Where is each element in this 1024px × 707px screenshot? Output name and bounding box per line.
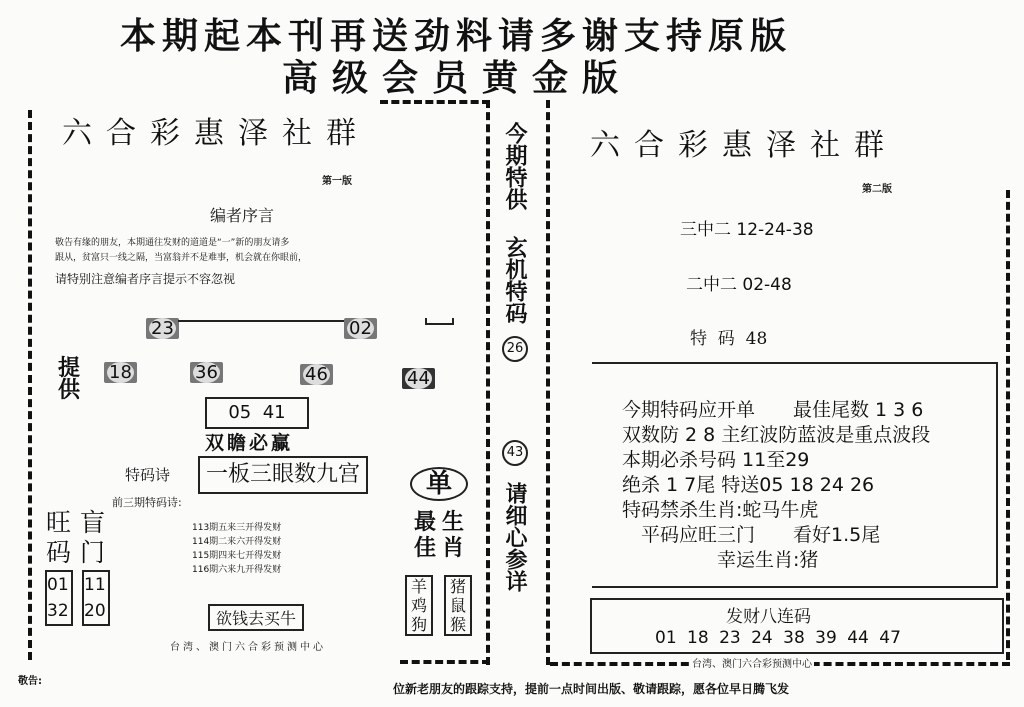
wang-label: 旺码	[46, 508, 72, 567]
subheadline: 高级会员黄金版	[282, 58, 633, 99]
left-brand: 六合彩惠泽社群	[62, 116, 370, 151]
pick-row: 特 码 48	[690, 329, 768, 349]
pair-box: 05 41	[205, 397, 309, 429]
past-label: 前三期特码诗:	[112, 496, 182, 509]
right-border	[546, 100, 550, 665]
wang-numbers: 01 32	[45, 570, 73, 626]
number-ball: 18	[104, 362, 137, 383]
special-offer-title: 今期特供	[502, 122, 527, 210]
tip-line: 双数防 2 8 主红波防蓝波是重点波段	[622, 424, 931, 446]
odd-badge: 单	[410, 467, 468, 501]
mystery-code-title: 玄机特码	[502, 236, 527, 324]
tip-line: 本期必杀号码 11至29	[622, 449, 810, 471]
preface-title: 编者序言	[210, 206, 275, 225]
right-right-border	[1006, 190, 1010, 660]
footer-label: 敬告:	[18, 676, 42, 687]
center-name: 台湾、澳门六合彩预测中心	[170, 642, 326, 653]
preface-note: 请特别注意编者序言提示不容忽视	[55, 272, 236, 286]
tip-line: 平码应旺三门 看好1.5尾	[622, 524, 881, 546]
right-brand: 六合彩惠泽社群	[590, 128, 898, 163]
provide-label: 提供	[58, 356, 81, 403]
left-right-border	[486, 100, 490, 665]
number-ball: 44	[402, 368, 435, 389]
headline: 本期起本刊再送劲料请多谢支持原版	[120, 16, 793, 57]
past-poem: 115期四来七开得发财	[192, 551, 282, 561]
poem-box: 一板三眼数九宫	[198, 456, 368, 494]
bracket-mark	[425, 318, 454, 325]
number-ball: 36	[190, 362, 223, 383]
lucky-numbers: 01 18 23 24 38 39 44 47	[655, 628, 901, 648]
tip-line: 绝杀 1 7尾 特送05 18 24 26	[622, 474, 875, 496]
zodiac-box-b: 猪鼠猴	[444, 575, 472, 636]
best-label: 最佳	[414, 510, 437, 561]
preface-line: 敬告有缘的朋友，本期通往发财的道道是“一”新的朋友请多	[55, 238, 290, 248]
center-name: 台湾、澳门六合彩预测中心	[690, 655, 814, 670]
tip-line: 幸运生肖:猪	[622, 549, 819, 571]
edition-label: 第一版	[322, 176, 352, 187]
lucky-title: 发财八连码	[726, 607, 811, 627]
tips-list	[622, 398, 930, 573]
past-poem: 116期六来九开得发财	[192, 565, 282, 575]
check-carefully-text: 请细心参详	[502, 482, 527, 592]
preface-line: 跟从，贫富只一线之隔，当富翁并不是难事，机会就在你眼前，	[55, 253, 308, 263]
left-top-border	[380, 100, 490, 104]
pick-row: 三中二 12-24-38	[680, 220, 814, 240]
poem-label: 特码诗	[125, 466, 171, 484]
number-ball: 26	[502, 336, 528, 362]
past-poem: 113期五来三开得发财	[192, 523, 282, 533]
number-ball: 23	[146, 318, 179, 339]
left-bottom-border	[400, 660, 490, 664]
footer-text: 位新老朋友的跟踪支持，提前一点时间出版、敬请跟踪，愿各位早日腾飞发	[393, 682, 790, 696]
zodiac-label: 生肖	[442, 510, 465, 561]
mang-label: 盲门	[80, 508, 106, 567]
pair-caption: 双瞻必赢	[205, 432, 294, 454]
left-border	[28, 110, 32, 660]
tip-line: 今期特码应开单 最佳尾数 1 3 6	[622, 399, 924, 421]
number-ball: 02	[344, 318, 377, 339]
slogan-box: 欲钱去买牛	[208, 604, 304, 631]
edition-label: 第二版	[862, 184, 892, 195]
number-ball: 43	[502, 440, 528, 466]
zodiac-box-a: 羊鸡狗	[405, 575, 433, 636]
connector-line	[178, 320, 348, 322]
mang-numbers: 11 20	[82, 570, 110, 626]
pick-row: 二中二 02-48	[686, 275, 792, 295]
number-ball: 46	[300, 364, 333, 385]
tip-line: 特码禁杀生肖:蛇马牛虎	[622, 499, 819, 521]
past-poem: 114期二来六开得发财	[192, 537, 282, 547]
